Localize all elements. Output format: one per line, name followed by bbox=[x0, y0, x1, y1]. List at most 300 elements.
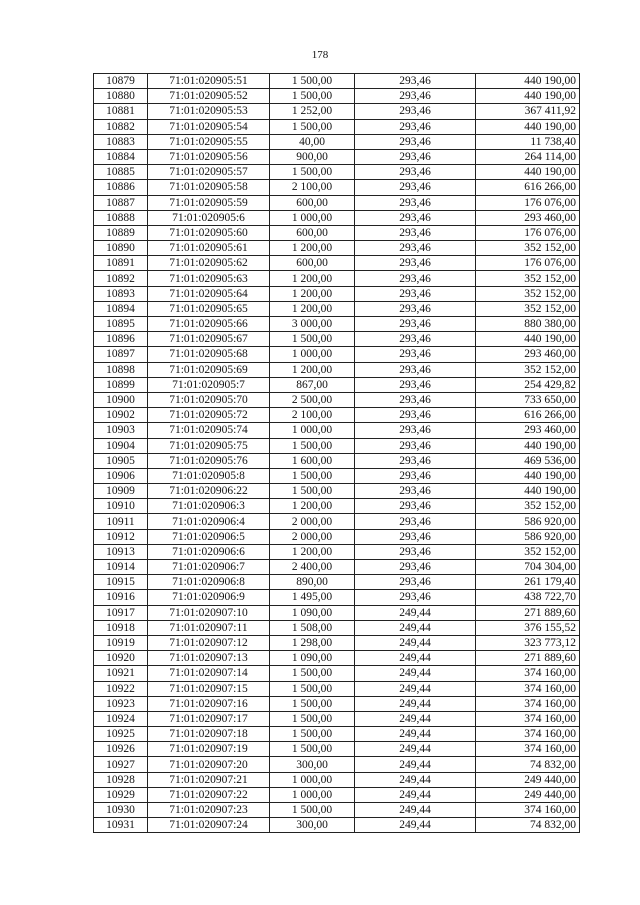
row-number-cell: 10915 bbox=[94, 575, 148, 590]
table-row bbox=[94, 772, 580, 787]
area-cell: 1 000,00 bbox=[270, 210, 355, 225]
cadastral-value-cell: 438 722,70 bbox=[476, 590, 580, 605]
row-number-cell: 10896 bbox=[94, 332, 148, 347]
rate-cell: 293,46 bbox=[355, 134, 476, 149]
row-number-cell: 10904 bbox=[94, 438, 148, 453]
rate-cell: 293,46 bbox=[355, 423, 476, 438]
rate-cell: 293,46 bbox=[355, 438, 476, 453]
page-number: 178 bbox=[311, 49, 329, 61]
cadastral-number-cell: 71:01:020905:70 bbox=[148, 392, 270, 407]
cadastral-value-cell: 352 152,00 bbox=[476, 544, 580, 559]
rate-cell: 293,46 bbox=[355, 119, 476, 134]
table-row bbox=[94, 286, 580, 301]
row-number-cell: 10928 bbox=[94, 772, 148, 787]
area-cell: 1 200,00 bbox=[270, 362, 355, 377]
table-row bbox=[94, 651, 580, 666]
table-row bbox=[94, 347, 580, 362]
area-cell: 1 090,00 bbox=[270, 651, 355, 666]
cadastral-value-cell: 374 160,00 bbox=[476, 666, 580, 681]
rate-cell: 293,46 bbox=[355, 225, 476, 240]
row-number-cell: 10881 bbox=[94, 104, 148, 119]
rate-cell: 293,46 bbox=[355, 529, 476, 544]
row-number-cell: 10893 bbox=[94, 286, 148, 301]
table-row bbox=[94, 666, 580, 681]
cadastral-value-cell: 374 160,00 bbox=[476, 696, 580, 711]
cadastral-number-cell: 71:01:020905:65 bbox=[148, 301, 270, 316]
table-row bbox=[94, 620, 580, 635]
area-cell: 1 500,00 bbox=[270, 438, 355, 453]
area-cell: 1 500,00 bbox=[270, 332, 355, 347]
row-number-cell: 10922 bbox=[94, 681, 148, 696]
row-number-cell: 10886 bbox=[94, 180, 148, 195]
area-cell: 1 500,00 bbox=[270, 119, 355, 134]
cadastral-number-cell: 71:01:020905:54 bbox=[148, 119, 270, 134]
table-row bbox=[94, 241, 580, 256]
area-cell: 1 495,00 bbox=[270, 590, 355, 605]
rate-cell: 249,44 bbox=[355, 635, 476, 650]
cadastral-number-cell: 71:01:020905:60 bbox=[148, 225, 270, 240]
cadastral-number-cell: 71:01:020905:51 bbox=[148, 74, 270, 89]
table-row bbox=[94, 681, 580, 696]
cadastral-value-cell: 440 190,00 bbox=[476, 165, 580, 180]
row-number-cell: 10927 bbox=[94, 757, 148, 772]
cadastral-number-cell: 71:01:020907:24 bbox=[148, 818, 270, 833]
area-cell: 1 500,00 bbox=[270, 468, 355, 483]
row-number-cell: 10885 bbox=[94, 165, 148, 180]
cadastral-value-cell: 74 832,00 bbox=[476, 818, 580, 833]
table-row bbox=[94, 180, 580, 195]
table-row bbox=[94, 89, 580, 104]
table-row bbox=[94, 468, 580, 483]
cadastral-value-cell: 176 076,00 bbox=[476, 225, 580, 240]
area-cell: 2 100,00 bbox=[270, 408, 355, 423]
row-number-cell: 10887 bbox=[94, 195, 148, 210]
rate-cell: 293,46 bbox=[355, 104, 476, 119]
row-number-cell: 10911 bbox=[94, 514, 148, 529]
cadastral-value-cell: 293 460,00 bbox=[476, 210, 580, 225]
cadastral-number-cell: 71:01:020907:21 bbox=[148, 772, 270, 787]
row-number-cell: 10906 bbox=[94, 468, 148, 483]
row-number-cell: 10912 bbox=[94, 529, 148, 544]
area-cell: 300,00 bbox=[270, 757, 355, 772]
cadastral-number-cell: 71:01:020907:19 bbox=[148, 742, 270, 757]
cadastral-number-cell: 71:01:020905:76 bbox=[148, 453, 270, 468]
cadastral-value-cell: 616 266,00 bbox=[476, 180, 580, 195]
area-cell: 2 000,00 bbox=[270, 514, 355, 529]
cadastral-number-cell: 71:01:020906:4 bbox=[148, 514, 270, 529]
cadastral-value-cell: 367 411,92 bbox=[476, 104, 580, 119]
area-cell: 1 500,00 bbox=[270, 742, 355, 757]
row-number-cell: 10909 bbox=[94, 484, 148, 499]
cadastral-value-cell: 733 650,00 bbox=[476, 392, 580, 407]
cadastral-value-cell: 374 160,00 bbox=[476, 711, 580, 726]
table-row bbox=[94, 256, 580, 271]
table-row bbox=[94, 119, 580, 134]
row-number-cell: 10899 bbox=[94, 377, 148, 392]
table-row bbox=[94, 696, 580, 711]
area-cell: 1 500,00 bbox=[270, 484, 355, 499]
row-number-cell: 10929 bbox=[94, 787, 148, 802]
cadastral-value-cell: 261 179,40 bbox=[476, 575, 580, 590]
rate-cell: 293,46 bbox=[355, 301, 476, 316]
area-cell: 3 000,00 bbox=[270, 317, 355, 332]
table-row bbox=[94, 818, 580, 833]
rate-cell: 293,46 bbox=[355, 484, 476, 499]
table-row bbox=[94, 499, 580, 514]
row-number-cell: 10884 bbox=[94, 149, 148, 164]
cadastral-number-cell: 71:01:020907:13 bbox=[148, 651, 270, 666]
cadastral-number-cell: 71:01:020907:10 bbox=[148, 605, 270, 620]
cadastral-value-cell: 254 429,82 bbox=[476, 377, 580, 392]
row-number-cell: 10917 bbox=[94, 605, 148, 620]
area-cell: 600,00 bbox=[270, 256, 355, 271]
cadastral-value-cell: 374 160,00 bbox=[476, 742, 580, 757]
row-number-cell: 10925 bbox=[94, 727, 148, 742]
row-number-cell: 10924 bbox=[94, 711, 148, 726]
row-number-cell: 10923 bbox=[94, 696, 148, 711]
area-cell: 1 200,00 bbox=[270, 271, 355, 286]
table-row bbox=[94, 134, 580, 149]
row-number-cell: 10910 bbox=[94, 499, 148, 514]
rate-cell: 249,44 bbox=[355, 711, 476, 726]
cadastral-number-cell: 71:01:020905:7 bbox=[148, 377, 270, 392]
cadastral-number-cell: 71:01:020907:16 bbox=[148, 696, 270, 711]
row-number-cell: 10914 bbox=[94, 560, 148, 575]
area-cell: 900,00 bbox=[270, 149, 355, 164]
rate-cell: 293,46 bbox=[355, 256, 476, 271]
table-row bbox=[94, 149, 580, 164]
rate-cell: 293,46 bbox=[355, 241, 476, 256]
row-number-cell: 10905 bbox=[94, 453, 148, 468]
cadastral-number-cell: 71:01:020906:6 bbox=[148, 544, 270, 559]
cadastral-number-cell: 71:01:020907:22 bbox=[148, 787, 270, 802]
area-cell: 1 500,00 bbox=[270, 711, 355, 726]
cadastral-value-cell: 440 190,00 bbox=[476, 332, 580, 347]
cadastral-number-cell: 71:01:020907:23 bbox=[148, 803, 270, 818]
area-cell: 40,00 bbox=[270, 134, 355, 149]
table-row bbox=[94, 195, 580, 210]
cadastral-value-cell: 271 889,60 bbox=[476, 651, 580, 666]
row-number-cell: 10898 bbox=[94, 362, 148, 377]
table-row bbox=[94, 165, 580, 180]
cadastral-number-cell: 71:01:020905:75 bbox=[148, 438, 270, 453]
cadastral-value-cell: 176 076,00 bbox=[476, 256, 580, 271]
area-cell: 1 500,00 bbox=[270, 74, 355, 89]
cadastral-value-cell: 293 460,00 bbox=[476, 423, 580, 438]
rate-cell: 249,44 bbox=[355, 666, 476, 681]
table-row bbox=[94, 392, 580, 407]
area-cell: 890,00 bbox=[270, 575, 355, 590]
area-cell: 1 200,00 bbox=[270, 241, 355, 256]
land-plot-table bbox=[93, 73, 580, 833]
cadastral-value-cell: 586 920,00 bbox=[476, 529, 580, 544]
cadastral-value-cell: 440 190,00 bbox=[476, 484, 580, 499]
rate-cell: 249,44 bbox=[355, 803, 476, 818]
table-row bbox=[94, 544, 580, 559]
cadastral-value-cell: 293 460,00 bbox=[476, 347, 580, 362]
area-cell: 1 298,00 bbox=[270, 635, 355, 650]
table-row bbox=[94, 575, 580, 590]
row-number-cell: 10890 bbox=[94, 241, 148, 256]
table-row bbox=[94, 423, 580, 438]
area-cell: 1 000,00 bbox=[270, 772, 355, 787]
rate-cell: 293,46 bbox=[355, 468, 476, 483]
cadastral-number-cell: 71:01:020906:5 bbox=[148, 529, 270, 544]
row-number-cell: 10883 bbox=[94, 134, 148, 149]
table-row bbox=[94, 377, 580, 392]
rate-cell: 293,46 bbox=[355, 89, 476, 104]
table-row bbox=[94, 317, 580, 332]
cadastral-value-cell: 352 152,00 bbox=[476, 499, 580, 514]
area-cell: 1 200,00 bbox=[270, 544, 355, 559]
cadastral-number-cell: 71:01:020905:69 bbox=[148, 362, 270, 377]
table-row bbox=[94, 271, 580, 286]
table-row bbox=[94, 514, 580, 529]
cadastral-value-cell: 352 152,00 bbox=[476, 362, 580, 377]
table-row bbox=[94, 711, 580, 726]
table-row bbox=[94, 742, 580, 757]
cadastral-value-cell: 440 190,00 bbox=[476, 468, 580, 483]
rate-cell: 293,46 bbox=[355, 149, 476, 164]
cadastral-value-cell: 249 440,00 bbox=[476, 772, 580, 787]
row-number-cell: 10900 bbox=[94, 392, 148, 407]
cadastral-value-cell: 469 536,00 bbox=[476, 453, 580, 468]
cadastral-value-cell: 440 190,00 bbox=[476, 119, 580, 134]
table-row bbox=[94, 104, 580, 119]
rate-cell: 293,46 bbox=[355, 271, 476, 286]
rate-cell: 249,44 bbox=[355, 605, 476, 620]
area-cell: 1 500,00 bbox=[270, 727, 355, 742]
cadastral-number-cell: 71:01:020907:14 bbox=[148, 666, 270, 681]
area-cell: 2 000,00 bbox=[270, 529, 355, 544]
cadastral-number-cell: 71:01:020906:22 bbox=[148, 484, 270, 499]
cadastral-number-cell: 71:01:020906:9 bbox=[148, 590, 270, 605]
rate-cell: 249,44 bbox=[355, 620, 476, 635]
cadastral-number-cell: 71:01:020905:57 bbox=[148, 165, 270, 180]
rate-cell: 249,44 bbox=[355, 772, 476, 787]
table-row bbox=[94, 362, 580, 377]
cadastral-number-cell: 71:01:020906:3 bbox=[148, 499, 270, 514]
row-number-cell: 10880 bbox=[94, 89, 148, 104]
table-row bbox=[94, 605, 580, 620]
cadastral-number-cell: 71:01:020906:8 bbox=[148, 575, 270, 590]
cadastral-number-cell: 71:01:020905:59 bbox=[148, 195, 270, 210]
cadastral-number-cell: 71:01:020905:62 bbox=[148, 256, 270, 271]
table-row bbox=[94, 210, 580, 225]
table-body bbox=[94, 74, 580, 833]
rate-cell: 293,46 bbox=[355, 392, 476, 407]
table-row bbox=[94, 787, 580, 802]
rate-cell: 293,46 bbox=[355, 560, 476, 575]
area-cell: 2 400,00 bbox=[270, 560, 355, 575]
table-row bbox=[94, 803, 580, 818]
cadastral-value-cell: 249 440,00 bbox=[476, 787, 580, 802]
rate-cell: 293,46 bbox=[355, 362, 476, 377]
rate-cell: 293,46 bbox=[355, 514, 476, 529]
table-row bbox=[94, 757, 580, 772]
row-number-cell: 10897 bbox=[94, 347, 148, 362]
rate-cell: 249,44 bbox=[355, 681, 476, 696]
rate-cell: 293,46 bbox=[355, 499, 476, 514]
row-number-cell: 10879 bbox=[94, 74, 148, 89]
rate-cell: 293,46 bbox=[355, 210, 476, 225]
cadastral-number-cell: 71:01:020905:61 bbox=[148, 241, 270, 256]
row-number-cell: 10918 bbox=[94, 620, 148, 635]
rate-cell: 293,46 bbox=[355, 74, 476, 89]
rate-cell: 293,46 bbox=[355, 332, 476, 347]
cadastral-value-cell: 704 304,00 bbox=[476, 560, 580, 575]
cadastral-value-cell: 352 152,00 bbox=[476, 301, 580, 316]
table-row bbox=[94, 453, 580, 468]
row-number-cell: 10903 bbox=[94, 423, 148, 438]
table-row bbox=[94, 301, 580, 316]
cadastral-number-cell: 71:01:020905:64 bbox=[148, 286, 270, 301]
row-number-cell: 10931 bbox=[94, 818, 148, 833]
cadastral-value-cell: 352 152,00 bbox=[476, 271, 580, 286]
cadastral-number-cell: 71:01:020905:68 bbox=[148, 347, 270, 362]
area-cell: 1 000,00 bbox=[270, 347, 355, 362]
rate-cell: 249,44 bbox=[355, 727, 476, 742]
row-number-cell: 10930 bbox=[94, 803, 148, 818]
row-number-cell: 10892 bbox=[94, 271, 148, 286]
cadastral-number-cell: 71:01:020907:15 bbox=[148, 681, 270, 696]
row-number-cell: 10894 bbox=[94, 301, 148, 316]
row-number-cell: 10913 bbox=[94, 544, 148, 559]
cadastral-number-cell: 71:01:020905:53 bbox=[148, 104, 270, 119]
row-number-cell: 10891 bbox=[94, 256, 148, 271]
cadastral-number-cell: 71:01:020905:66 bbox=[148, 317, 270, 332]
cadastral-value-cell: 323 773,12 bbox=[476, 635, 580, 650]
row-number-cell: 10921 bbox=[94, 666, 148, 681]
cadastral-value-cell: 880 380,00 bbox=[476, 317, 580, 332]
area-cell: 2 100,00 bbox=[270, 180, 355, 195]
rate-cell: 249,44 bbox=[355, 696, 476, 711]
cadastral-value-cell: 11 738,40 bbox=[476, 134, 580, 149]
cadastral-number-cell: 71:01:020905:56 bbox=[148, 149, 270, 164]
row-number-cell: 10882 bbox=[94, 119, 148, 134]
table-row bbox=[94, 225, 580, 240]
cadastral-value-cell: 440 190,00 bbox=[476, 89, 580, 104]
rate-cell: 293,46 bbox=[355, 590, 476, 605]
rate-cell: 293,46 bbox=[355, 377, 476, 392]
rate-cell: 293,46 bbox=[355, 453, 476, 468]
rate-cell: 249,44 bbox=[355, 787, 476, 802]
cadastral-value-cell: 376 155,52 bbox=[476, 620, 580, 635]
cadastral-number-cell: 71:01:020905:58 bbox=[148, 180, 270, 195]
table-row bbox=[94, 484, 580, 499]
area-cell: 1 500,00 bbox=[270, 681, 355, 696]
cadastral-value-cell: 271 889,60 bbox=[476, 605, 580, 620]
rate-cell: 293,46 bbox=[355, 180, 476, 195]
cadastral-value-cell: 176 076,00 bbox=[476, 195, 580, 210]
rate-cell: 293,46 bbox=[355, 575, 476, 590]
row-number-cell: 10889 bbox=[94, 225, 148, 240]
cadastral-value-cell: 616 266,00 bbox=[476, 408, 580, 423]
cadastral-number-cell: 71:01:020905:8 bbox=[148, 468, 270, 483]
cadastral-number-cell: 71:01:020905:74 bbox=[148, 423, 270, 438]
row-number-cell: 10920 bbox=[94, 651, 148, 666]
rate-cell: 249,44 bbox=[355, 651, 476, 666]
cadastral-number-cell: 71:01:020905:67 bbox=[148, 332, 270, 347]
row-number-cell: 10919 bbox=[94, 635, 148, 650]
area-cell: 1 090,00 bbox=[270, 605, 355, 620]
area-cell: 300,00 bbox=[270, 818, 355, 833]
cadastral-value-cell: 352 152,00 bbox=[476, 286, 580, 301]
area-cell: 1 508,00 bbox=[270, 620, 355, 635]
area-cell: 867,00 bbox=[270, 377, 355, 392]
area-cell: 1 500,00 bbox=[270, 803, 355, 818]
area-cell: 1 200,00 bbox=[270, 301, 355, 316]
table-row bbox=[94, 560, 580, 575]
row-number-cell: 10895 bbox=[94, 317, 148, 332]
cadastral-value-cell: 374 160,00 bbox=[476, 727, 580, 742]
area-cell: 1 500,00 bbox=[270, 666, 355, 681]
cadastral-value-cell: 74 832,00 bbox=[476, 757, 580, 772]
cadastral-number-cell: 71:01:020905:52 bbox=[148, 89, 270, 104]
area-cell: 2 500,00 bbox=[270, 392, 355, 407]
table-row bbox=[94, 408, 580, 423]
rate-cell: 293,46 bbox=[355, 408, 476, 423]
table-row bbox=[94, 590, 580, 605]
cadastral-value-cell: 374 160,00 bbox=[476, 803, 580, 818]
table-row bbox=[94, 438, 580, 453]
rate-cell: 249,44 bbox=[355, 757, 476, 772]
cadastral-value-cell: 440 190,00 bbox=[476, 438, 580, 453]
cadastral-value-cell: 264 114,00 bbox=[476, 149, 580, 164]
row-number-cell: 10888 bbox=[94, 210, 148, 225]
cadastral-value-cell: 374 160,00 bbox=[476, 681, 580, 696]
rate-cell: 293,46 bbox=[355, 165, 476, 180]
cadastral-value-cell: 440 190,00 bbox=[476, 74, 580, 89]
cadastral-number-cell: 71:01:020907:18 bbox=[148, 727, 270, 742]
rate-cell: 249,44 bbox=[355, 742, 476, 757]
table-row bbox=[94, 635, 580, 650]
cadastral-number-cell: 71:01:020907:17 bbox=[148, 711, 270, 726]
cadastral-value-cell: 352 152,00 bbox=[476, 241, 580, 256]
rate-cell: 293,46 bbox=[355, 544, 476, 559]
row-number-cell: 10916 bbox=[94, 590, 148, 605]
cadastral-number-cell: 71:01:020905:55 bbox=[148, 134, 270, 149]
cadastral-number-cell: 71:01:020907:20 bbox=[148, 757, 270, 772]
area-cell: 1 200,00 bbox=[270, 286, 355, 301]
cadastral-number-cell: 71:01:020905:6 bbox=[148, 210, 270, 225]
cadastral-number-cell: 71:01:020906:7 bbox=[148, 560, 270, 575]
row-number-cell: 10926 bbox=[94, 742, 148, 757]
area-cell: 1 200,00 bbox=[270, 499, 355, 514]
cadastral-number-cell: 71:01:020905:72 bbox=[148, 408, 270, 423]
cadastral-number-cell: 71:01:020907:11 bbox=[148, 620, 270, 635]
rate-cell: 249,44 bbox=[355, 818, 476, 833]
area-cell: 1 252,00 bbox=[270, 104, 355, 119]
area-cell: 1 500,00 bbox=[270, 165, 355, 180]
area-cell: 600,00 bbox=[270, 195, 355, 210]
area-cell: 600,00 bbox=[270, 225, 355, 240]
row-number-cell: 10902 bbox=[94, 408, 148, 423]
rate-cell: 293,46 bbox=[355, 286, 476, 301]
table-row bbox=[94, 727, 580, 742]
area-cell: 1 500,00 bbox=[270, 696, 355, 711]
rate-cell: 293,46 bbox=[355, 317, 476, 332]
area-cell: 1 600,00 bbox=[270, 453, 355, 468]
cadastral-number-cell: 71:01:020907:12 bbox=[148, 635, 270, 650]
rate-cell: 293,46 bbox=[355, 195, 476, 210]
rate-cell: 293,46 bbox=[355, 347, 476, 362]
table-row bbox=[94, 529, 580, 544]
cadastral-value-cell: 586 920,00 bbox=[476, 514, 580, 529]
table-row bbox=[94, 332, 580, 347]
cadastral-number-cell: 71:01:020905:63 bbox=[148, 271, 270, 286]
area-cell: 1 000,00 bbox=[270, 423, 355, 438]
